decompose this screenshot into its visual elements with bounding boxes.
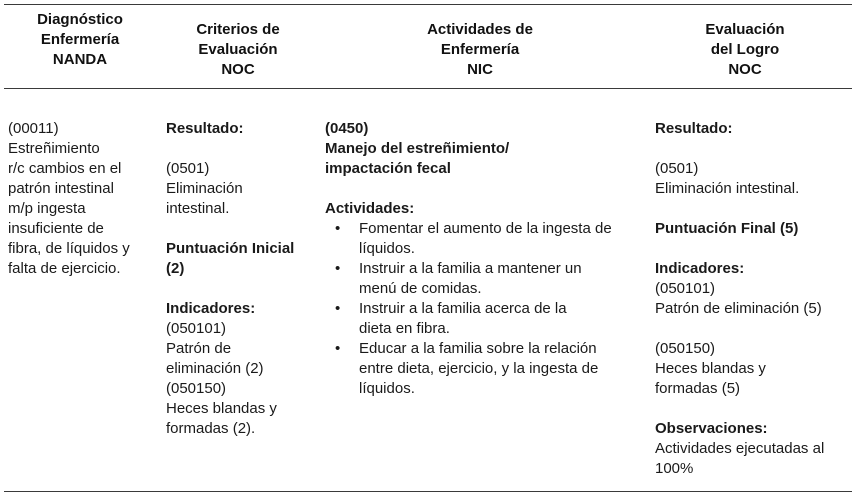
list-item [325,219,625,259]
list-item-line: menú de comidas. [359,280,482,297]
nanda-cell [8,119,158,279]
list-item [325,299,625,339]
evaluacion-puntuacion-final: Puntuación Final (5) [655,220,799,237]
table-bottom-rule [4,491,852,492]
nanda-line: Estreñimiento [8,140,100,157]
table-top-rule [4,4,852,5]
list-item-line: líquidos. [359,240,415,257]
criterios-resultado-name: Eliminación [166,180,243,197]
header-criterios-line: Criterios de [196,21,280,38]
criterios-resultado-code: (0501) [166,160,210,177]
evaluacion-indicadores-label: Indicadores: [655,260,745,277]
header-actividades-line: Actividades de [427,21,533,38]
actividades-title: Manejo del estreñimiento/ [325,140,510,157]
evaluacion-cell [655,119,850,479]
nanda-line: falta de ejercicio. [8,260,121,277]
list-item-line: • Fomentar el aumento de la ingesta de [359,220,612,237]
list-item [325,259,625,299]
header-nanda [10,10,150,70]
list-item-line: • Educar a la familia sobre la relación [359,340,597,357]
criterios-indicadores-label: Indicadores: [166,300,256,317]
table-header-rule [4,88,852,89]
evaluacion-resultado-label: Resultado: [655,120,733,137]
header-evaluacion [650,20,840,80]
nanda-line: patrón intestinal [8,180,114,197]
header-criterios-line: NOC [221,61,255,78]
header-actividades-line: NIC [467,61,493,78]
actividades-cell [325,119,625,399]
evaluacion-observaciones-text: Actividades ejecutadas al [655,440,825,457]
header-nanda-line: Diagnóstico [37,11,123,28]
header-evaluacion-line: Evaluación [705,21,785,38]
evaluacion-indicador2-text: Heces blandas y [655,360,766,377]
criterios-resultado-label: Resultado: [166,120,244,137]
criterios-puntuacion-value: (2) [166,260,185,277]
header-evaluacion-line: del Logro [710,41,780,58]
list-item-line: líquidos. [359,380,415,397]
header-actividades-line: Enfermería [440,41,520,58]
list-item-line: dieta en fibra. [359,320,450,337]
list-item-line: • Instruir a la familia acerca de la [359,300,567,317]
actividades-label: Actividades: [325,200,415,217]
criterios-indicador1-text: Patrón de [166,340,232,357]
criterios-indicador1-text: eliminación (2) [166,360,264,377]
list-item-line: • Instruir a la familia a mantener un [359,260,582,277]
header-criterios-line: Evaluación [198,41,278,58]
criterios-indicador2-code: (050150) [166,380,227,397]
header-nanda-line: NANDA [52,51,108,68]
evaluacion-resultado-code: (0501) [655,160,699,177]
header-criterios [163,20,313,80]
actividades-list [325,219,625,399]
actividades-title: impactación fecal [325,160,451,177]
nanda-line: m/p ingesta [8,200,86,217]
header-actividades [325,20,635,80]
criterios-indicador2-text: Heces blandas y [166,400,277,417]
evaluacion-observaciones-text: 100% [655,460,694,477]
criterios-resultado-name: intestinal. [166,200,230,217]
criterios-indicador1-code: (050101) [166,320,227,337]
evaluacion-indicador2-code: (050150) [655,340,716,357]
nanda-line: r/c cambios en el [8,160,122,177]
header-evaluacion-line: NOC [728,61,762,78]
evaluacion-indicador1-text: Patrón de eliminación (5) [655,300,822,317]
actividades-code: (0450) [325,120,369,137]
criterios-cell [166,119,316,439]
evaluacion-observaciones-label: Observaciones: [655,420,768,437]
nanda-line: fibra, de líquidos y [8,240,130,257]
evaluacion-indicador2-text: formadas (5) [655,380,741,397]
criterios-puntuacion-label: Puntuación Inicial [166,240,295,257]
nanda-code: (00011) [8,120,59,137]
nanda-line: insuficiente de [8,220,104,237]
list-item [325,339,625,399]
list-item-line: entre dieta, ejercicio, y la ingesta de [359,360,599,377]
evaluacion-resultado-name: Eliminación intestinal. [655,180,800,197]
criterios-indicador2-text: formadas (2). [166,420,256,437]
evaluacion-indicador1-code: (050101) [655,280,716,297]
header-nanda-line: Enfermería [40,31,120,48]
